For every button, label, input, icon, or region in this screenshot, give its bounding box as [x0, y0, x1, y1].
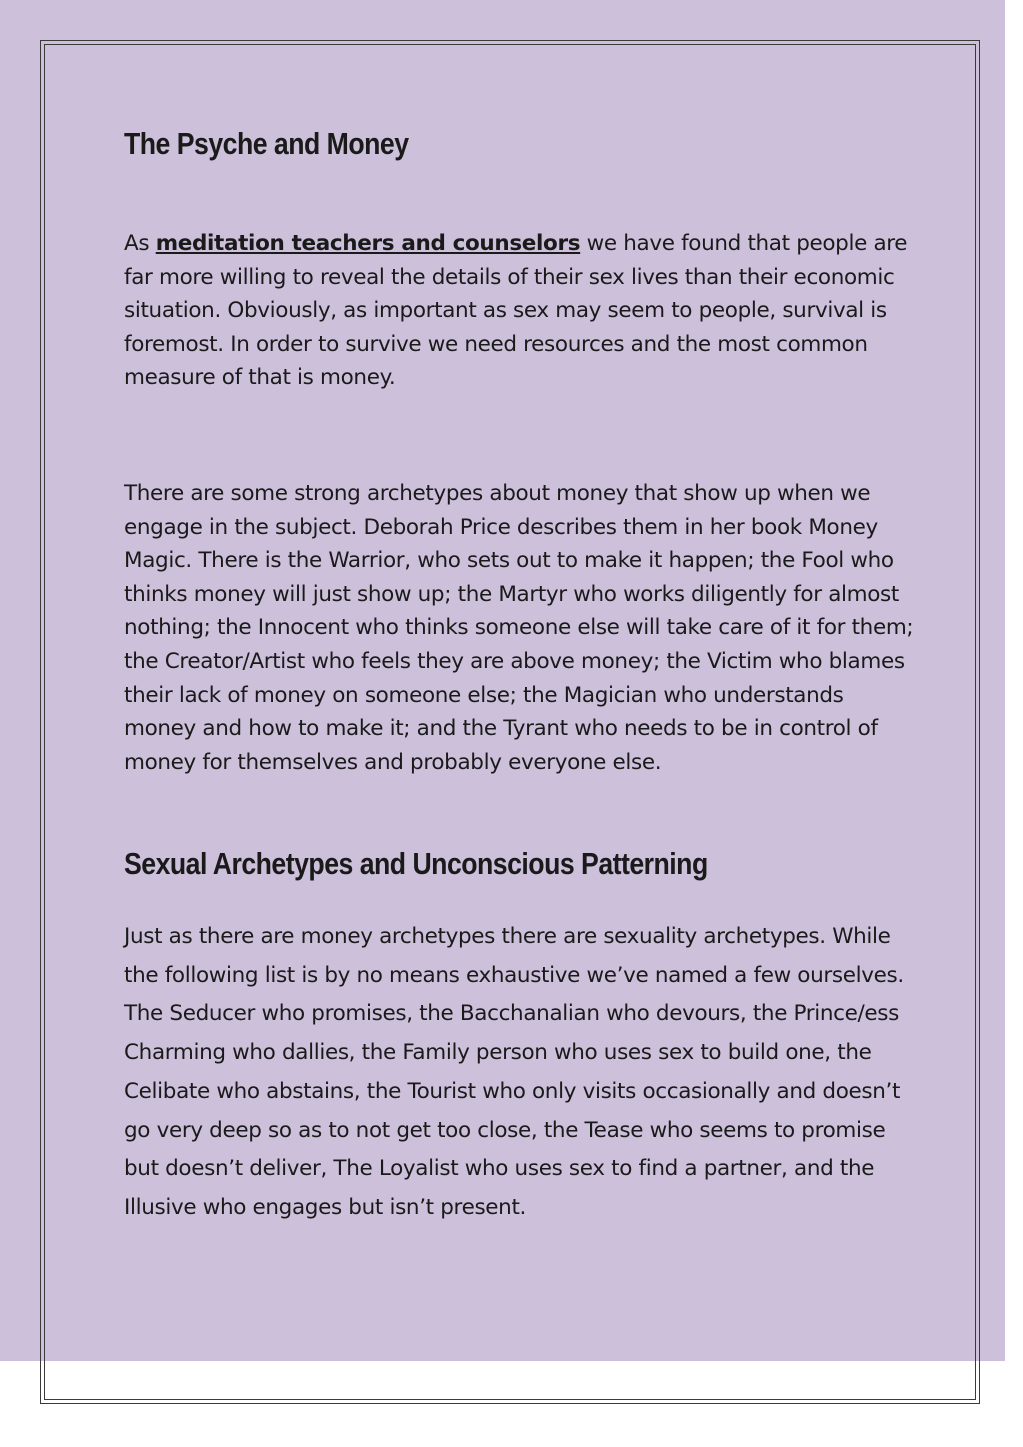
- section-heading-psyche-money: The Psyche and Money: [124, 126, 409, 161]
- paragraph-sexuality-archetypes: Just as there are money archetypes there are sexuality archetypes. While the following list is by no means exhaustive we’ve named a few ourselves. The Seducer who promises, the Bacchanalian who devours, the Prince/ess Charming who dallies, the Family person who uses sex to build one, the Celibate who abstains, the Tourist who only visits occasionally and doesn’t go very deep so as to not get too close, the Tease who seems to promise but doesn’t deliver, The Loyalist who uses sex to find a partner, and the Illusive who engages but isn’t present.: [124, 924, 904, 1220]
- meditation-teachers-link[interactable]: meditation teachers and counselors: [155, 231, 581, 256]
- paragraph-intro-prefix: As: [124, 231, 156, 256]
- paragraph-intro-body: we have found that people are far more willing to reveal the details of their sex lives than their economic situation. Obviously, as important as sex may seem to people, survival is foremost. In order to survive we need resources and the most common measure of that is money.: [124, 231, 908, 391]
- paragraph-money-archetypes: There are some strong archetypes about money that show up when we engage in the subject. Deborah Price describes them in her book Money Magic. There is the Warrior, who sets out to make it happen; the Fool who thinks money will just show up; the Martyr who works diligently for almost nothing; the Innocent who thinks someone else will take care of it for them; the Creator/Artist who feels they are above money; the Victim who blames their lack of money on someone else; the Magician who understands money and how to make it; and the Tyrant who needs to be in control of money for themselves and probably everyone else.: [124, 481, 914, 775]
- section-heading-sexual-archetypes: Sexual Archetypes and Unconscious Patterning: [124, 846, 708, 881]
- paragraph-intro: [124, 227, 914, 395]
